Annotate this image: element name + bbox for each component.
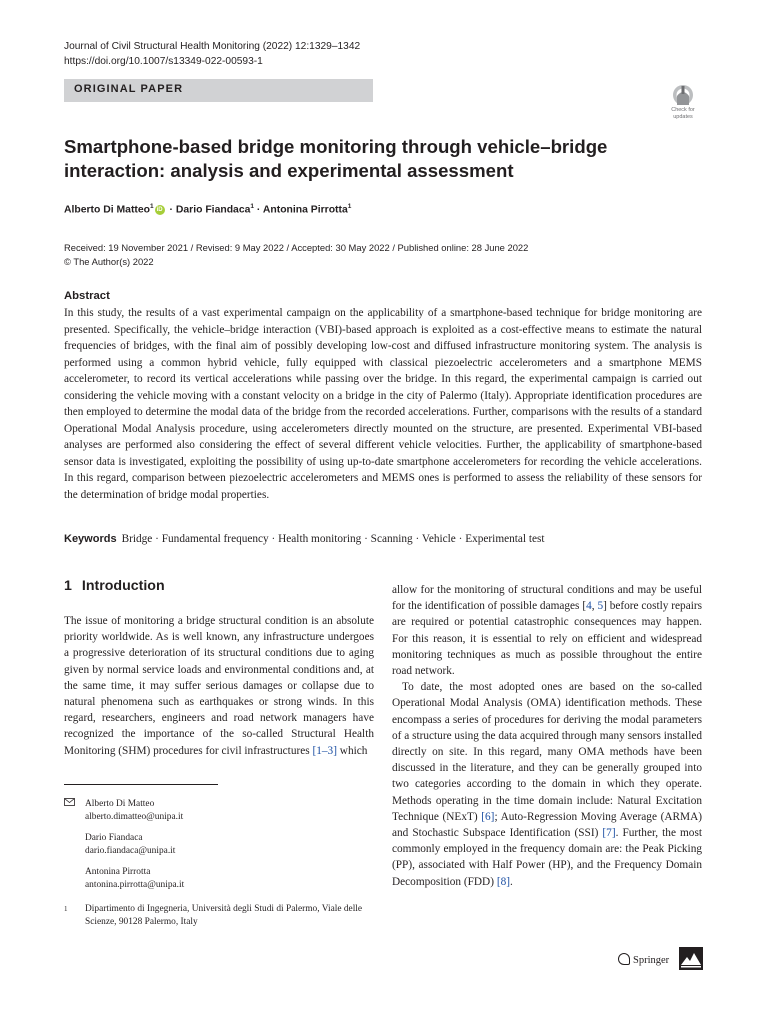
affiliation-mark: 1 [64, 905, 68, 913]
contact-email[interactable]: antonina.pirrotta@unipa.it [85, 879, 185, 890]
author-affiliation: 1 [250, 203, 255, 210]
check-updates-icon [663, 83, 703, 107]
keywords-line [64, 533, 545, 545]
paper-type-banner [64, 79, 373, 102]
journal-header [64, 40, 360, 69]
affiliation-text: Dipartimento di Ingegneria, Università degli Studi di Palermo, Viale delle Scienze, 90128 Palermo, Italy [85, 904, 363, 927]
body-right-column [392, 582, 702, 890]
title-line-1: Smartphone-based bridge monitoring through vehicle–bridge [64, 136, 608, 157]
affiliation-footnote [64, 903, 374, 928]
section-number: 1 [64, 578, 72, 594]
citation-link[interactable]: [6] [481, 810, 495, 823]
author-name[interactable]: Antonina Pirrotta [262, 204, 348, 216]
abstract-text: In this study, the results of a vast experimental campaign on the applicability of a smartphone-based technique for bridge monitoring are presented. Specifically, the vehicle–bridge interaction (VBI)-based approach is exploited as a cost-effective means to estimate the natural frequencies of bridges, with the final aim of possibly developing low-cost and diffused infrastructure monitoring system. The analysis is performed using a common hybrid vehicle, fully equipped with classical piezoelectric accelerometers and a smartphone MEMS accelerometer, to record its vertical accelerations while passing over the bridge. In this regard, the experimental campaign is carried out considering the vehicle moving with a constant velocity on a bridge in the city of Palermo (Italy). Appropriate identification procedures are then employed to determine the modal data of the bridge from the recorded accelerations. Further, comparisons with the results of a standard Operational Modal Analysis procedure, using accelerometers directly mounted on the structure, are presented. Experimental VBI-based analyses are performed also considering the effect of several different vehicle velocities. Further, the applicability of smartphone-based sensor data is investigated, exploiting the possibility of using up-to-date smartphone accelerometers for recording the vehicle accelerations. In this regard, comparison between piezoelectric accelerometers and MEMS ones is performed to assess the reliability of these sensors for the determination of bridge modal properties. [64, 307, 702, 501]
author-separator: · [169, 204, 173, 216]
publisher-name: Springer [633, 955, 670, 966]
citation-link[interactable]: [7] [602, 827, 616, 840]
citation-link[interactable]: [1–3] [312, 744, 337, 757]
paragraph-text: ; Auto-Regression Moving Average (ARMA) and Stochastic Subspace Identification (SSI) [392, 810, 702, 840]
check-updates-line2: updates [673, 113, 693, 120]
intro-paragraph-1 [64, 613, 374, 759]
doi-link[interactable]: https://doi.org/10.1007/s13349-022-00593-1 [64, 55, 263, 67]
paragraph-text: which [336, 744, 368, 757]
author-name[interactable]: Dario Fiandaca [175, 204, 251, 216]
contact-email[interactable]: alberto.dimatteo@unipa.it [85, 811, 184, 822]
paragraph-text: The issue of monitoring a bridge structural condition is an absolute priority worldwide. As is well known, any infrastructure undergoes a progressive deterioration of its structural conditions due to aging given by normal service loads and environmental conditions and, at the same time, it may suffer serious damages or collapse due to natural phenomena such as earthquakes or strong winds. In this regard, researchers, engineers and road network managers have recognized the importance of the so-called Structural Health Monitoring (SHM) procedures for civil infrastructures [64, 615, 374, 757]
envelope-icon [64, 798, 75, 811]
author-affiliation: 1 [347, 203, 352, 210]
author-separator: · [256, 204, 261, 216]
section-title: Introduction [81, 578, 165, 594]
intro-paragraph-1-cont [392, 582, 702, 679]
check-updates-line1: Check for [671, 107, 695, 113]
publication-dates [64, 241, 528, 268]
abstract-heading: Abstract [64, 290, 110, 302]
publisher-logo [618, 953, 669, 966]
citation-link[interactable]: 4 [586, 600, 592, 613]
author-name[interactable]: Alberto Di Matteo [64, 204, 151, 216]
journal-citation: Journal of Civil Structural Health Monitoring (2022) 12:1329–1342 [64, 41, 361, 52]
section-heading-introduction [64, 578, 175, 594]
paper-type-label: ORIGINAL PAPER [74, 83, 184, 95]
date-history: Received: 19 November 2021 / Revised: 9 May 2022 / Accepted: 30 May 2022 / Published online: 28 June 2022 [64, 242, 529, 253]
body-left-column [64, 613, 374, 759]
paper-title [64, 135, 684, 183]
footnote-divider [64, 784, 218, 785]
citation-link[interactable]: [8] [496, 875, 510, 888]
springer-horse-icon [618, 953, 630, 965]
keywords-list: Bridge · Fundamental frequency · Health monitoring · Scanning · Vehicle · Experimental test [121, 533, 545, 545]
check-for-updates-badge[interactable] [663, 83, 703, 123]
footnotes [64, 798, 374, 928]
contact-name: Alberto Di Matteo [85, 799, 155, 809]
paragraph-text: . Further, the most commonly employed in the frequency domain are: the Peak Picking (PP), associated with Half Power (HP), and the Frequency Domain Decomposition (FDD) [392, 827, 702, 888]
citation-link[interactable]: 5 [597, 600, 604, 613]
author-affiliation: 1 [150, 203, 154, 210]
paragraph-text: To date, the most adopted ones are based on the so-called Operational Modal Analysis (OMA) identification methods. These encompass a series of procedures for deriving the modal parameters of a structure using the data acquired through many sensors installed directly on site. In this regard, many OMA methods have been discussed in the literature, and they can be generally grouped into two categories according to the domain in which they operate. Methods operating in the time domain include: Natural Excitation Technique (NExT) [392, 681, 702, 823]
copyright-notice: © The Author(s) 2022 [64, 255, 154, 267]
paragraph-text: allow for the monitoring of structural conditions and may be useful for the identification of possible damages [ [392, 584, 702, 613]
coauthor-contact [64, 832, 374, 857]
contact-name: Antonina Pirrotta [85, 867, 151, 877]
coauthor-contact [64, 866, 374, 891]
paragraph-text: . [510, 875, 513, 888]
contact-name: Dario Fiandaca [85, 833, 143, 843]
author-list [64, 203, 351, 215]
corresponding-author [64, 798, 374, 823]
keywords-label: Keywords [64, 533, 117, 545]
paragraph-text: ] before costly repairs are required or potential catastrophic consequences may happen. For this reason, it is essential to rely on efficient and widespread monitoring techniques as much as possible throughout the entire road network. [392, 600, 703, 678]
intro-paragraph-2 [392, 679, 702, 890]
title-line-2: interaction: analysis and experimental assessment [64, 160, 514, 181]
journal-logo-icon [679, 947, 703, 970]
orcid-icon[interactable]: iD [156, 207, 163, 214]
contact-email[interactable]: dario.fiandaca@unipa.it [85, 845, 176, 856]
paragraph-text: , [591, 600, 598, 613]
